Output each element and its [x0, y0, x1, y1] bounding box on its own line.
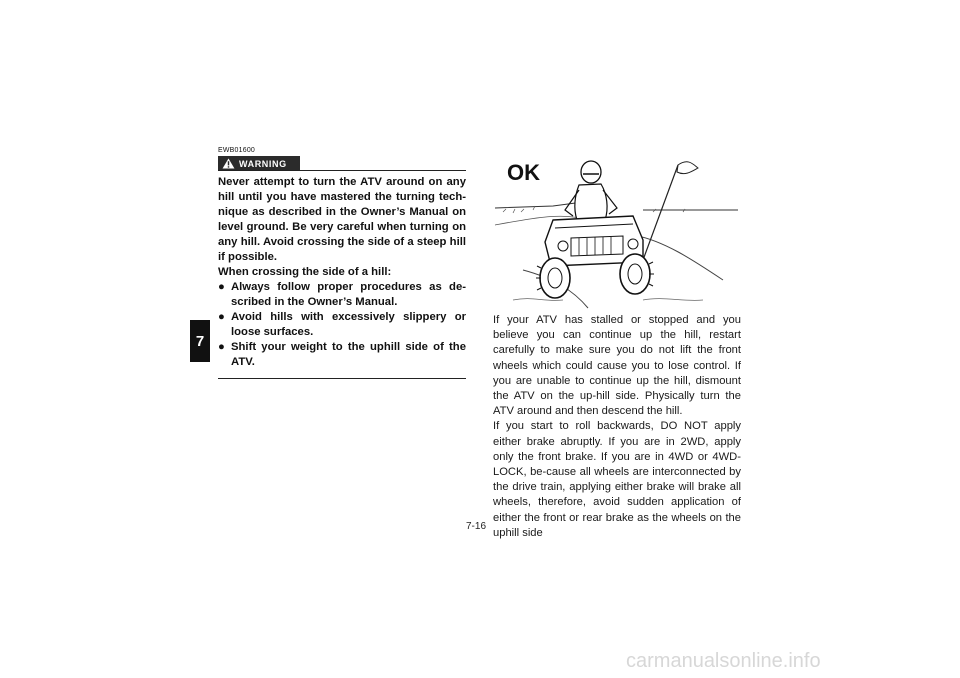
warning-text: [218, 175, 466, 370]
warning-top-rule: [218, 170, 466, 171]
warning-label: WARNING: [239, 158, 287, 169]
warning-bottom-rule: [218, 378, 466, 379]
warning-box: [218, 147, 466, 379]
warning-triangle-icon: [222, 158, 235, 169]
atv-hill-illustration: [493, 150, 743, 310]
page-number: 7-16: [466, 521, 487, 532]
ok-label: OK: [507, 160, 540, 185]
bullet-icon: ●: [218, 281, 225, 293]
warning-bullet: ● Shift your weight to the uphill side of the ATV.: [218, 341, 466, 368]
warning-bullet: ● Always follow proper procedures as de-scribed in the Owner’s Manual.: [218, 281, 466, 308]
paragraph: If you start to roll backwards, DO NOT apply either brake abruptly. If you are in 2WD, apply only the front brake. If you are in 4WD or 4WD-LOCK, be-cause all wheels are interconnected by the drive train, applying either brake will brake all wheels, therefore, avoid sudden application of either the front or rear brake as the wheels on the uphill side: [493, 420, 741, 539]
paragraph: If your ATV has stalled or stopped and you believe you can continue up the hill, restart carefully to make sure you do not lift the front wheels which could cause you to lose control. If you are unable to continue up the hill, dismount the ATV on the up-hill side. Physically turn the ATV around and then descend the hill.: [493, 314, 741, 418]
bullet-icon: ●: [218, 341, 225, 353]
warning-lead: When crossing the side of a hill:: [218, 266, 392, 278]
bullet-icon: ●: [218, 311, 225, 323]
warning-code: EWB01600: [218, 147, 256, 154]
warning-banner: [218, 156, 300, 171]
warning-bullet-list: [218, 280, 466, 370]
warning-bullet: ● Avoid hills with excessively slippery or loose surfaces.: [218, 311, 466, 338]
chapter-tab: 7: [190, 320, 210, 362]
warning-intro: Never attempt to turn the ATV around on any hill until you have mastered the turning tech-nique as described in the Owner’s Manual on level ground. Be very careful when turning on any hill. Avoid crossing the side of a steep hill if possible.: [218, 176, 466, 263]
body-text: [493, 313, 741, 541]
watermark: carmanualsonline.info: [626, 650, 821, 672]
